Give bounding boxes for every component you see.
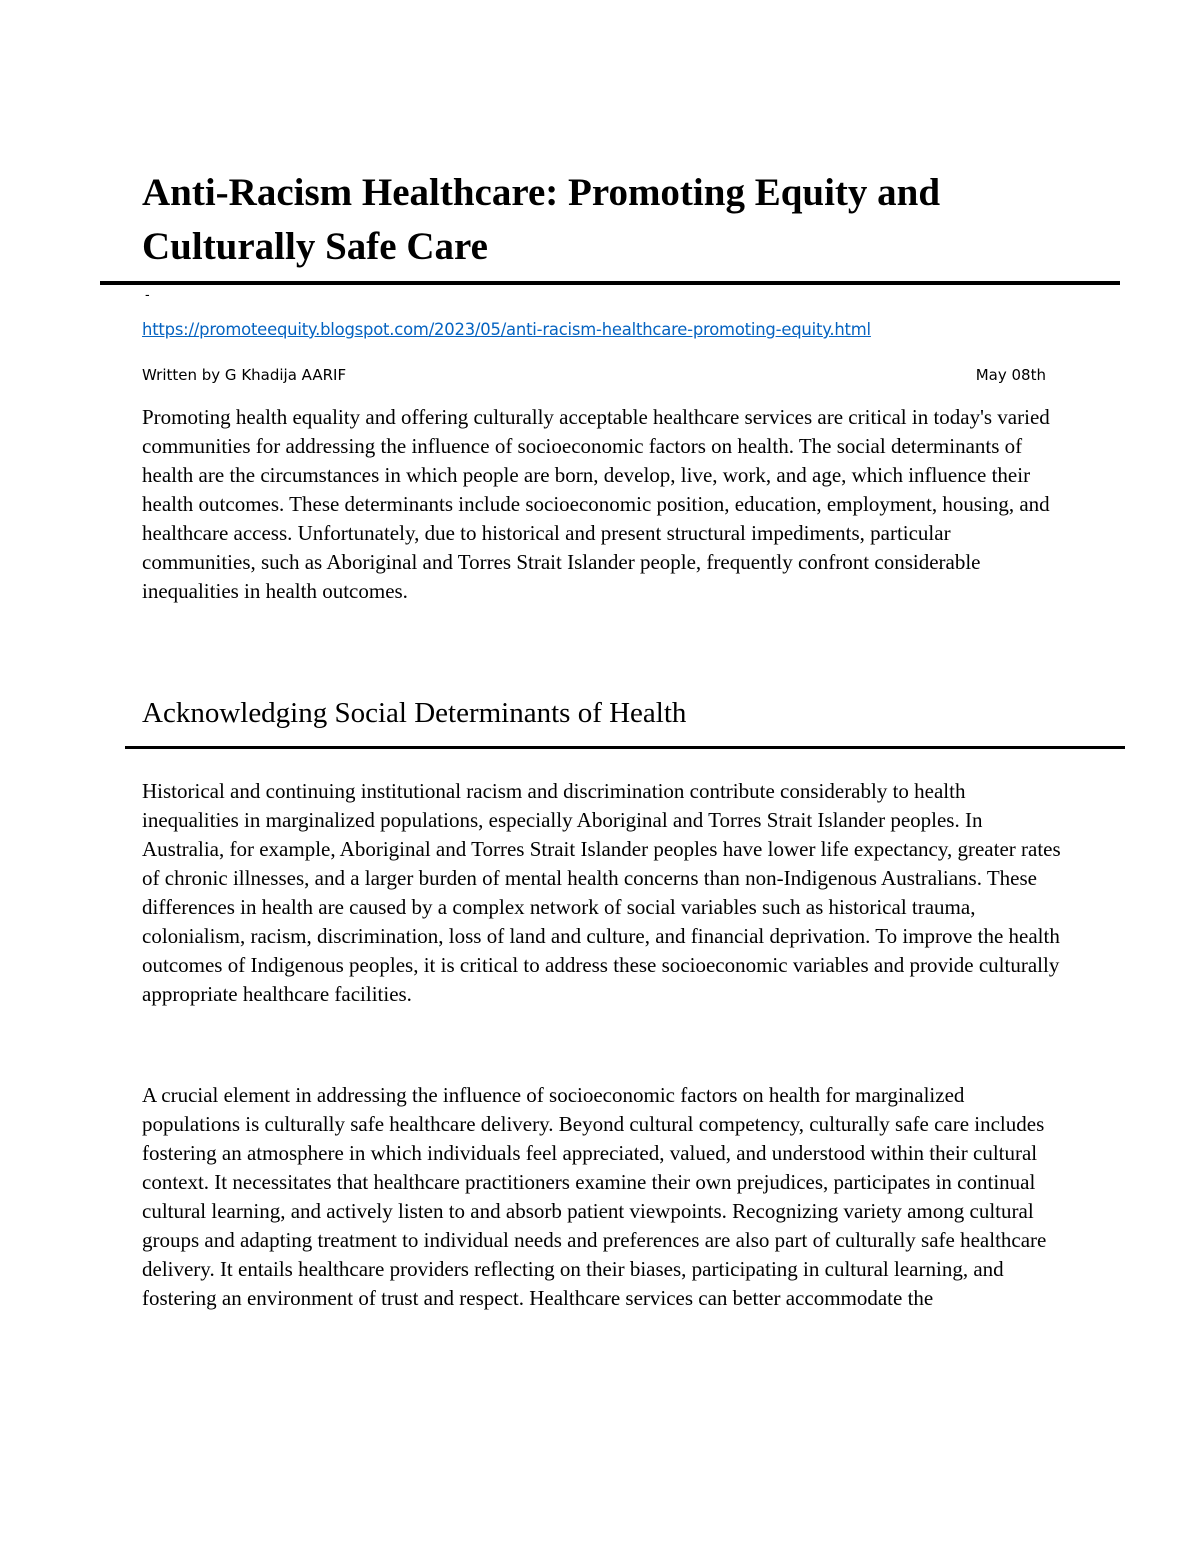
source-url-link[interactable]: https://promoteequity.blogspot.com/2023/05/anti-racism-healthcare-promoting-equity.html [142, 320, 871, 339]
title-divider [100, 281, 1120, 285]
section-divider [125, 746, 1125, 749]
document-title: Anti-Racism Healthcare: Promoting Equity and Culturally Safe Care [142, 171, 941, 268]
section-heading: Acknowledging Social Determinants of Health [142, 697, 687, 729]
section-paragraph-1: Historical and continuing institutional racism and discrimination contribute considerably to health inequalities in marginalized populations, especially Aboriginal and Torres Strait Islander peoples. In Australia, for example, Aboriginal and Torres Strait Islander peoples have lower life expectancy, greater rates of chronic illnesses, and a larger burden of mental health concerns than non-Indigenous Australians. These differences in health are caused by a complex network of social variables such as historical trauma, colonialism, racism, discrimination, loss of land and culture, and financial deprivation. To improve the health outcomes of Indigenous peoples, it is critical to address these socioeconomic variables and provide culturally appropriate healthcare facilities. [142, 779, 1061, 1006]
section-paragraph-2: A crucial element in addressing the influence of socioeconomic factors on health for marginalized populations is culturally safe healthcare delivery. Beyond cultural competency, culturally safe care includes fostering an atmosphere in which individuals feel appreciated, valued, and understood within their cultural context. It necessitates that healthcare practitioners examine their own prejudices, participates in continual cultural learning, and actively listen to and absorb patient viewpoints. Recognizing variety among cultural groups and adapting treatment to individual needs and preferences are also part of culturally safe healthcare delivery. It entails healthcare providers reflecting on their biases, participating in cultural learning, and fostering an environment of trust and respect. Healthcare services can better accommodate the [142, 1083, 1047, 1310]
dash-mark: - [145, 286, 150, 302]
intro-paragraph: Promoting health equality and offering culturally acceptable healthcare services are critical in today's varied communities for addressing the influence of socioeconomic factors on health. The social determinants of health are the circumstances in which people are born, develop, live, work, and age, which influence their health outcomes. These determinants include socioeconomic position, education, employment, housing, and healthcare access. Unfortunately, due to historical and present structural impediments, particular communities, such as Aboriginal and Torres Strait Islander people, frequently confront considerable inequalities in health outcomes. [142, 405, 1050, 603]
author-line: Written by G Khadija AARIF [142, 366, 347, 384]
publish-date: May 08th [975, 366, 1046, 384]
